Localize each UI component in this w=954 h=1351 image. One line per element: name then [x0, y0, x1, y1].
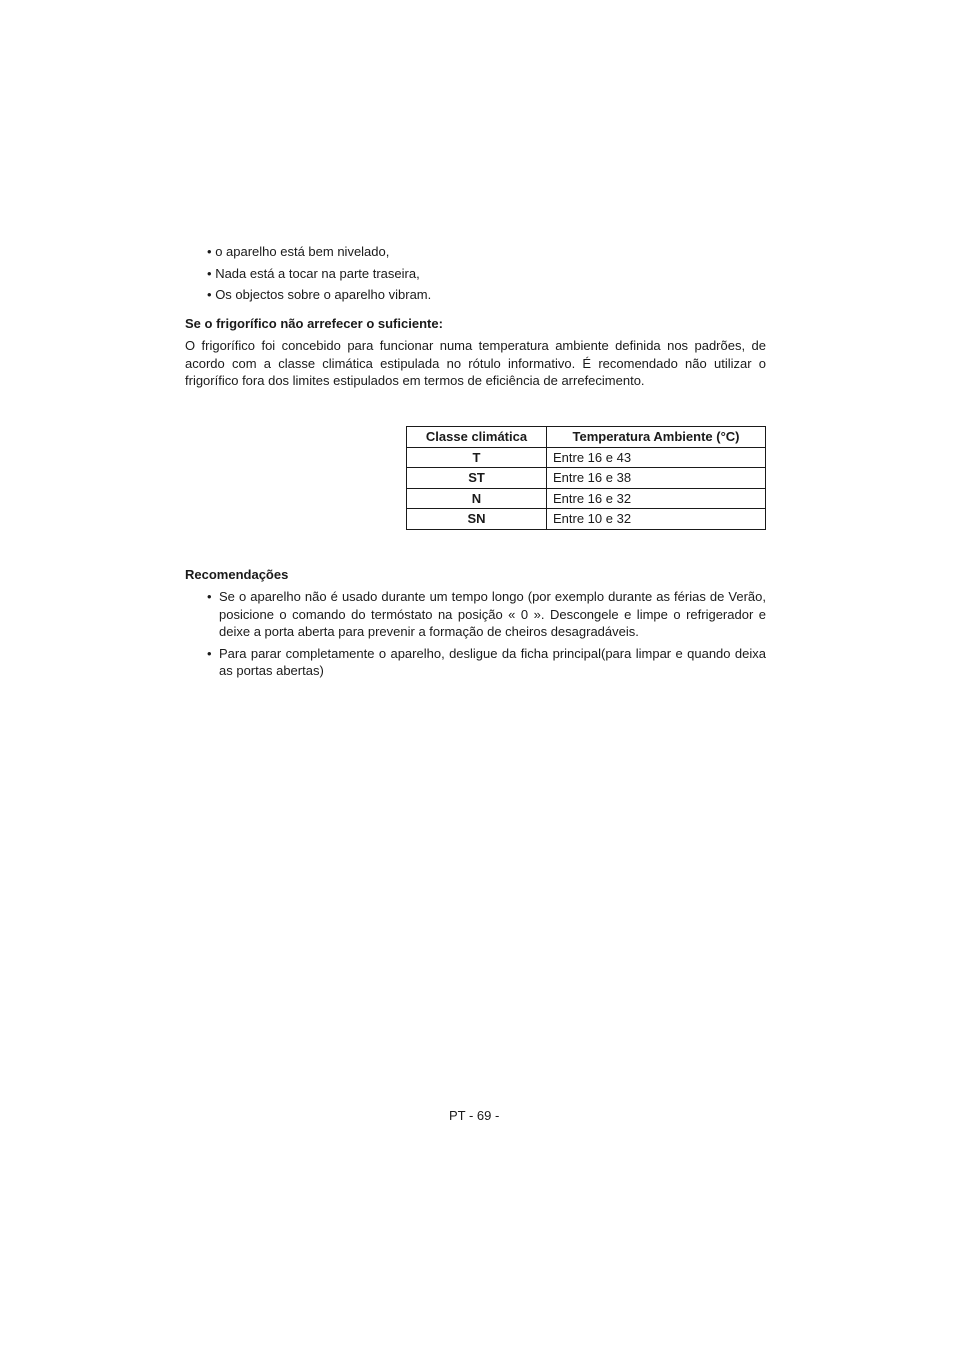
- list-item-text: Os objectos sobre o aparelho vibram.: [215, 287, 432, 302]
- bullet: •: [207, 244, 212, 259]
- list-item: [207, 263, 431, 285]
- climate-class-cell: SN: [407, 509, 547, 530]
- climate-class-cell: T: [407, 447, 547, 468]
- list-item-text: Nada está a tocar na parte traseira,: [215, 265, 420, 281]
- bullet: •: [207, 287, 212, 302]
- climate-class-cell: ST: [407, 468, 547, 489]
- list-item: [207, 284, 431, 306]
- bullet: •: [207, 589, 212, 604]
- page-number: PT - 69 -: [449, 1108, 500, 1123]
- list-item: [207, 588, 766, 641]
- column-header-temperature: Temperatura Ambiente (°C): [547, 427, 766, 448]
- list-item-text: Se o aparelho não é usado durante um tempo longo (por exemplo durante as férias de Verão, posicione o comando do termóstato na posição « 0 ». Descongele e limpe o refrigerador e deixe a porta aberta para prevenir a formação de cheiros desagradáveis.: [219, 589, 766, 639]
- table-header-row: [407, 427, 766, 448]
- table-row: [407, 447, 766, 468]
- list-item-text: Para parar completamente o aparelho, desligue da ficha principal(para limpar e quando deixa as portas abertas): [219, 645, 766, 678]
- list-item: [207, 645, 766, 680]
- temperature-range-cell: Entre 10 e 32: [547, 509, 766, 530]
- table-row: [407, 509, 766, 530]
- bullet: •: [207, 645, 212, 661]
- temperature-range-cell: Entre 16 e 32: [547, 488, 766, 509]
- table-row: [407, 488, 766, 509]
- section-heading-cooling: Se o frigorífico não arrefecer o suficiente:: [185, 316, 443, 331]
- climate-class-table: [406, 426, 766, 530]
- list-item-text: o aparelho está bem nivelado,: [215, 244, 390, 259]
- bullet: •: [207, 265, 212, 281]
- recommendations-list: [207, 588, 766, 684]
- table-row: [407, 468, 766, 489]
- list-item: [207, 241, 431, 263]
- section-heading-recommendations: Recomendações: [185, 567, 289, 582]
- temperature-range-cell: Entre 16 e 38: [547, 468, 766, 489]
- climate-class-cell: N: [407, 488, 547, 509]
- check-list: [207, 241, 431, 306]
- column-header-class: Classe climática: [407, 427, 547, 448]
- temperature-range-cell: Entre 16 e 43: [547, 447, 766, 468]
- cooling-paragraph: O frigorífico foi concebido para funcionar numa temperatura ambiente definida nos padrões, de acordo com a classe climática estipulada no rótulo informativo. É recomendado não utilizar o frigorífico fora dos limites estipulados em termos de eficiência de arrefecimento.: [185, 338, 766, 388]
